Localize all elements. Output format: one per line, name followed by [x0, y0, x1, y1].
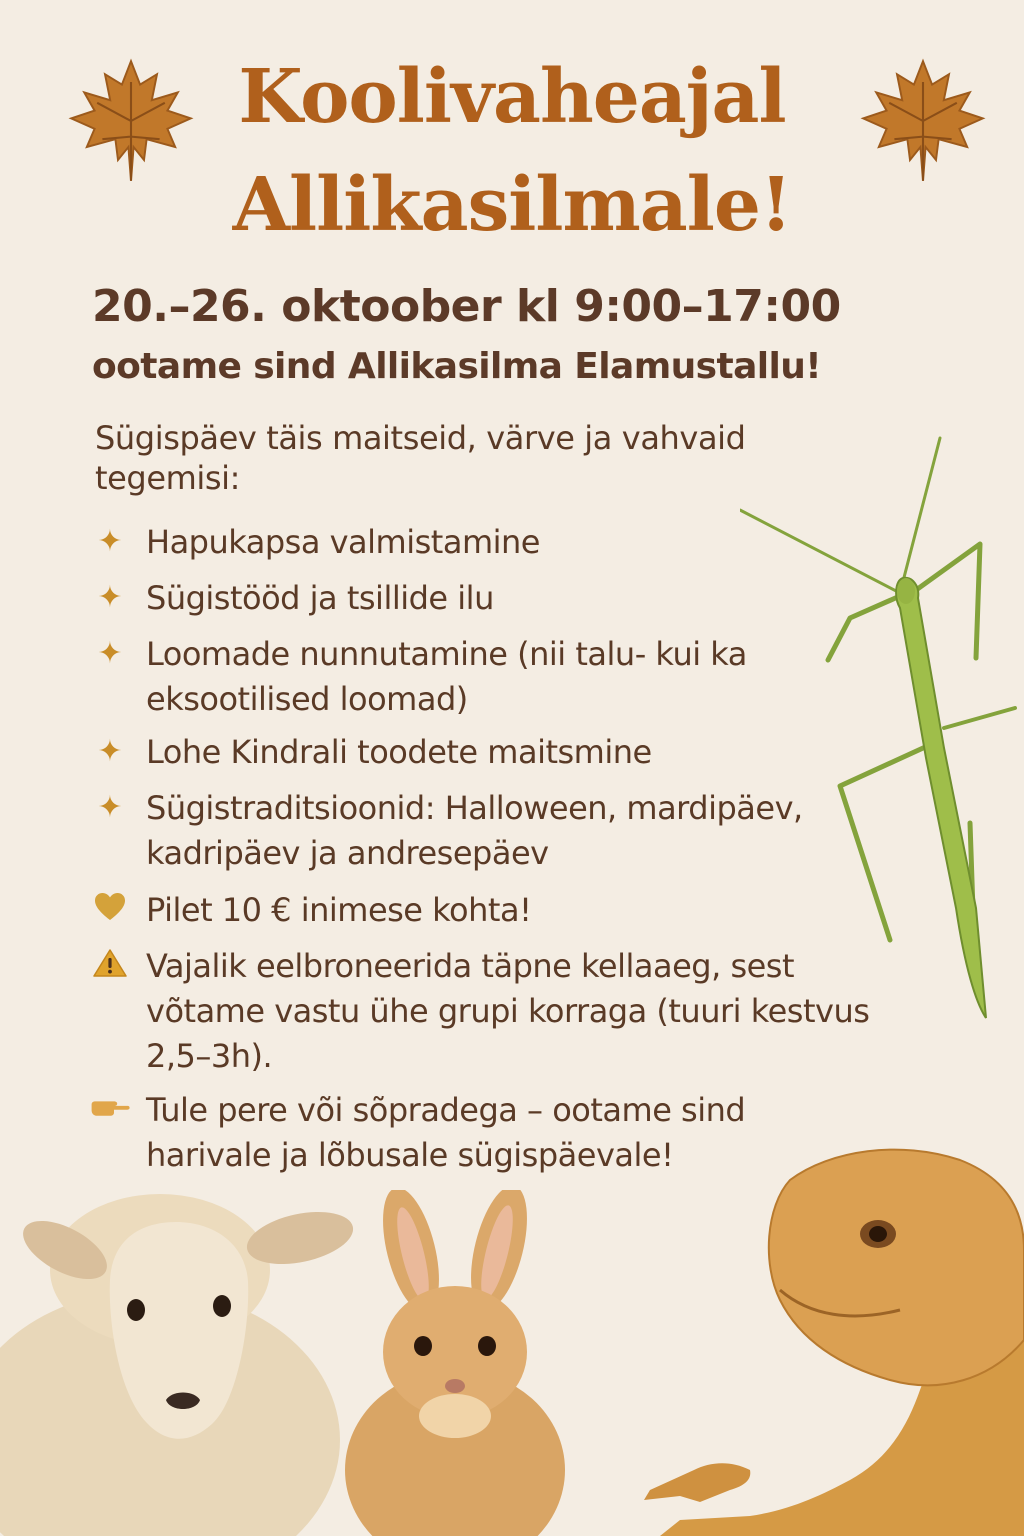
sparkle-icon: ✦: [97, 580, 123, 615]
sparkle-icon: ✦: [97, 636, 123, 671]
activity-text: Sügistööd ja tsillide ilu: [146, 579, 494, 617]
activity-text: Sügistraditsioonid: Halloween, mardipäev, kadripäev ja andresepäev: [146, 789, 803, 872]
stick-insect-image: [740, 428, 1020, 1028]
ticket-text: Pilet 10 € inimese kohta!: [146, 891, 532, 929]
warning-text: Vajalik eelbroneerida täpne kellaaeg, sest võtame vastu ühe grupi korraga (tuuri kestvus 2,5–3h).: [146, 947, 870, 1075]
poster-title-line-1: Koolivaheajal: [238, 54, 786, 140]
event-welcome: ootame sind Allikasilma Elamustallu!: [92, 346, 822, 387]
heart-icon: [90, 892, 130, 928]
sparkle-icon: ✦: [97, 734, 123, 769]
activity-text: Hapukapsa valmistamine: [146, 523, 540, 561]
bearded-dragon-image: [640, 1140, 1024, 1536]
sparkle-icon: ✦: [97, 524, 123, 559]
intro-text: Sügispäev täis maitseid, värve ja vahvaid tegemisi:: [95, 419, 746, 497]
poster-title-line-2: Allikasilmale!: [232, 162, 792, 248]
event-dates: 20.–26. oktoober kl 9:00–17:00: [92, 281, 841, 332]
activity-text: Loomade nunnutamine (nii talu- kui ka eksootilised loomad): [146, 635, 747, 718]
rabbit-image: [345, 1190, 575, 1536]
sparkle-icon: ✦: [97, 790, 123, 825]
warning-icon: [90, 948, 130, 984]
sheep-image: [0, 1160, 380, 1536]
activity-text: Lohe Kindrali toodete maitsmine: [146, 733, 652, 771]
pointing-hand-icon: [90, 1092, 130, 1128]
invite-text: Tule pere või sõpradega – ootame sind harivale ja lõbusale sügispäevale!: [146, 1091, 746, 1174]
